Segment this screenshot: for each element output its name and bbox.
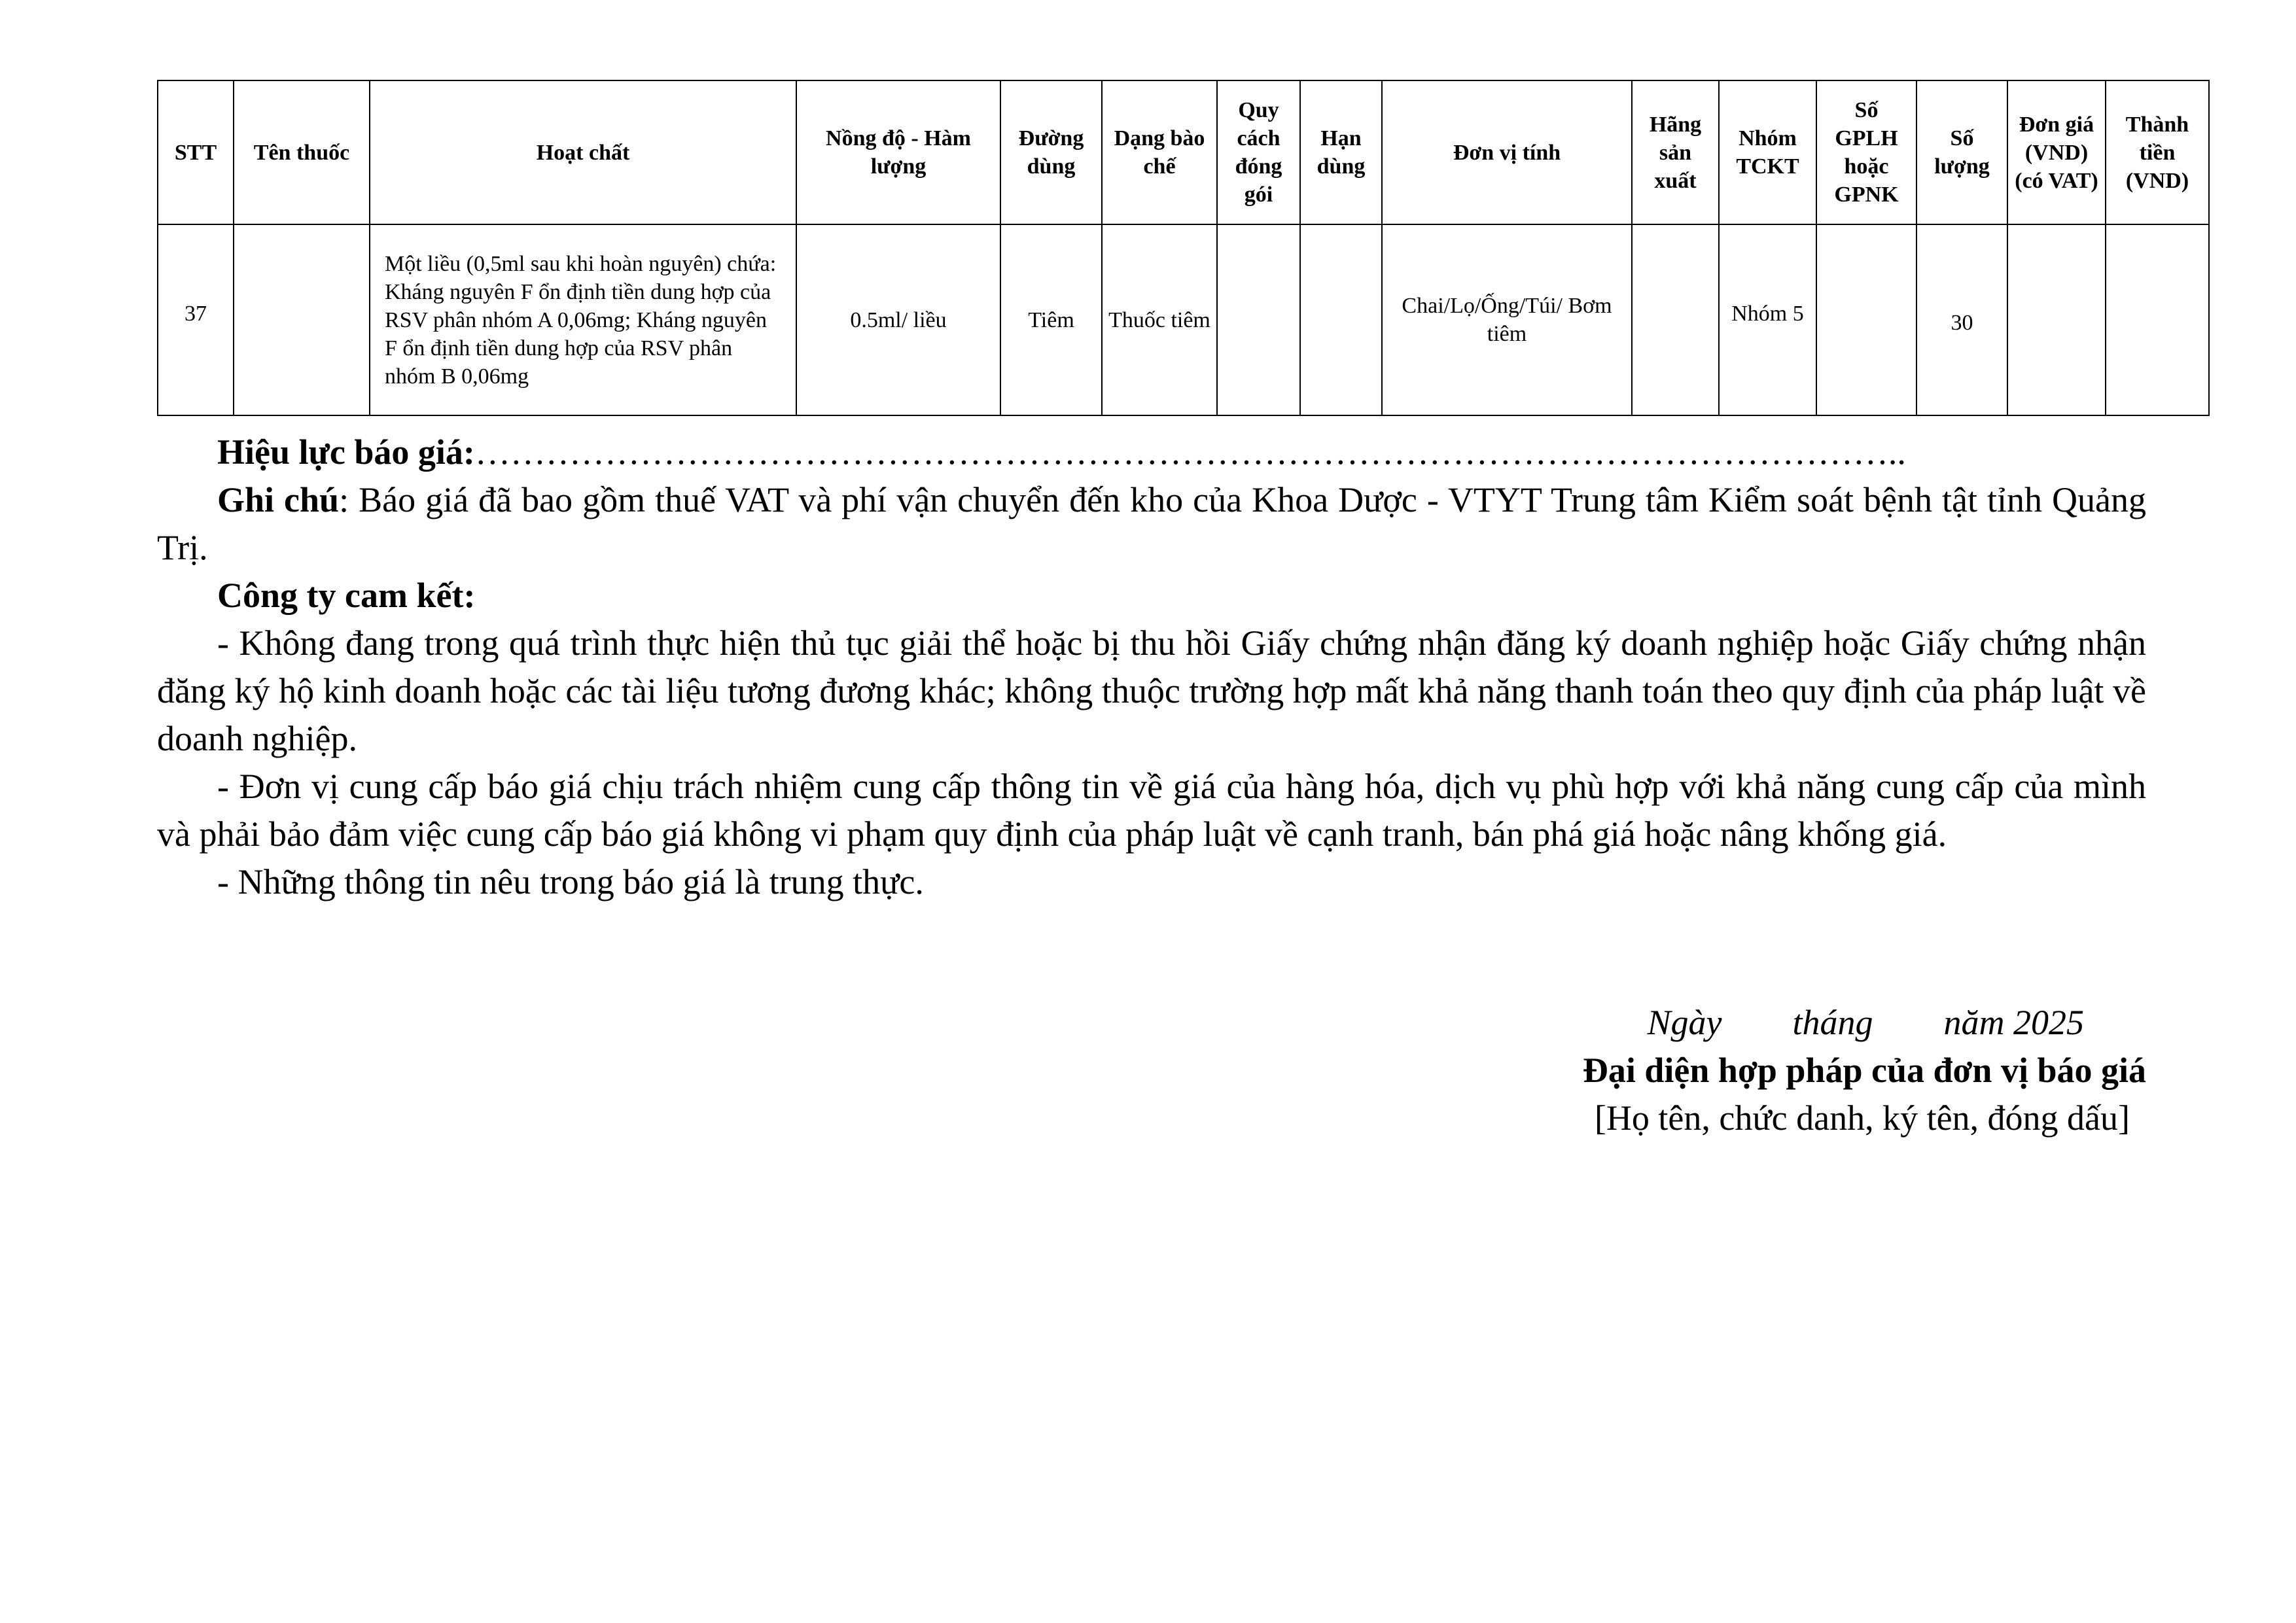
header-stt: STT xyxy=(158,80,234,224)
cell-license-number xyxy=(1816,224,1916,415)
header-unit: Đơn vị tính xyxy=(1382,80,1632,224)
table-row xyxy=(158,224,2209,415)
header-unit-price: Đơn giá (VND) (có VAT) xyxy=(2007,80,2106,224)
cell-packaging xyxy=(1217,224,1300,415)
cell-technical-group-text: Nhóm 5 xyxy=(1731,301,1804,326)
cell-stt-text: 37 xyxy=(185,301,207,326)
header-active-ingredient: Hoạt chất xyxy=(370,80,796,224)
cell-active-ingredient: Một liều (0,5ml sau khi hoàn nguyên) chứa: Kháng nguyên F ổn định tiền dung hợp của RSV phân nhóm A 0,06mg; Kháng nguyên F ổn định tiền dung hợp của RSV phân nhóm B 0,06mg xyxy=(370,224,796,415)
signature-block xyxy=(1439,999,2146,1142)
cell-stt xyxy=(158,224,234,415)
header-drug-name: Tên thuốc xyxy=(234,80,370,224)
validity-label: Hiệu lực báo giá: xyxy=(217,432,475,472)
signature-instruction: [Họ tên, chức danh, ký tên, đóng dấu] xyxy=(1594,1098,2130,1138)
cell-unit-price xyxy=(2007,224,2106,415)
commitment-item-2: - Đơn vị cung cấp báo giá chịu trách nhiệm cung cấp thông tin về giá của hàng hóa, dịch vụ phù hợp với khả năng cung cấp của mình và phải bảo đảm việc cung cấp báo giá không vi phạm quy định của pháp luật về cạnh tranh, bán phá giá hoặc nâng khống giá. xyxy=(157,767,2146,854)
header-license-number: Số GPLH hoặc GPNK xyxy=(1816,80,1916,224)
quote-notes xyxy=(157,428,2146,906)
cell-total xyxy=(2106,224,2209,415)
signature-date: Ngày tháng năm 2025 xyxy=(1647,1003,2084,1042)
cell-route: Tiêm xyxy=(1000,224,1102,415)
header-dosage-form: Dạng bào chế xyxy=(1102,80,1217,224)
signature-title: Đại diện hợp pháp của đơn vị báo giá xyxy=(1582,1051,2146,1090)
cell-quantity-text: 30 xyxy=(1951,310,1973,335)
cell-quantity xyxy=(1916,224,2007,415)
cell-concentration: 0.5ml/ liều xyxy=(796,224,1000,415)
price-quote-table xyxy=(157,80,2210,416)
cell-expiry xyxy=(1300,224,1382,415)
header-manufacturer: Hãng sản xuất xyxy=(1632,80,1719,224)
commitment-heading: Công ty cam kết: xyxy=(217,576,476,615)
commitment-item-3: - Những thông tin nêu trong báo giá là trung thực. xyxy=(217,862,924,901)
header-route: Đường dùng xyxy=(1000,80,1102,224)
header-technical-group: Nhóm TCKT xyxy=(1719,80,1816,224)
note-label: Ghi chú xyxy=(217,480,340,519)
validity-dots: ………………………………………………………………………………………………………….. xyxy=(474,432,1906,472)
header-total: Thành tiền (VND) xyxy=(2106,80,2209,224)
note-text: : Báo giá đã bao gồm thuế VAT và phí vận chuyển đến kho của Khoa Dược - VTYT Trung tâm Kiểm soát bệnh tật tỉnh Quảng Trị. xyxy=(157,480,2146,567)
header-quantity: Số lượng xyxy=(1916,80,2007,224)
cell-dosage-form: Thuốc tiêm xyxy=(1102,224,1217,415)
header-expiry: Hạn dùng xyxy=(1300,80,1382,224)
cell-manufacturer xyxy=(1632,224,1719,415)
validity-line xyxy=(157,428,2146,476)
note-paragraph xyxy=(157,476,2146,572)
cell-technical-group xyxy=(1719,224,1816,415)
cell-drug-name xyxy=(234,224,370,415)
cell-unit: Chai/Lọ/Ống/Túi/ Bơm tiêm xyxy=(1382,224,1632,415)
table-header-row xyxy=(158,80,2209,224)
header-packaging: Quy cách đóng gói xyxy=(1217,80,1300,224)
header-concentration: Nồng độ - Hàm lượng xyxy=(796,80,1000,224)
commitment-item-1: - Không đang trong quá trình thực hiện thủ tục giải thể hoặc bị thu hồi Giấy chứng nhận đăng ký doanh nghiệp hoặc Giấy chứng nhận đăng ký hộ kinh doanh hoặc các tài liệu tương đương khác; không thuộc trường hợp mất khả năng thanh toán theo quy định của pháp luật về doanh nghiệp. xyxy=(157,623,2146,758)
